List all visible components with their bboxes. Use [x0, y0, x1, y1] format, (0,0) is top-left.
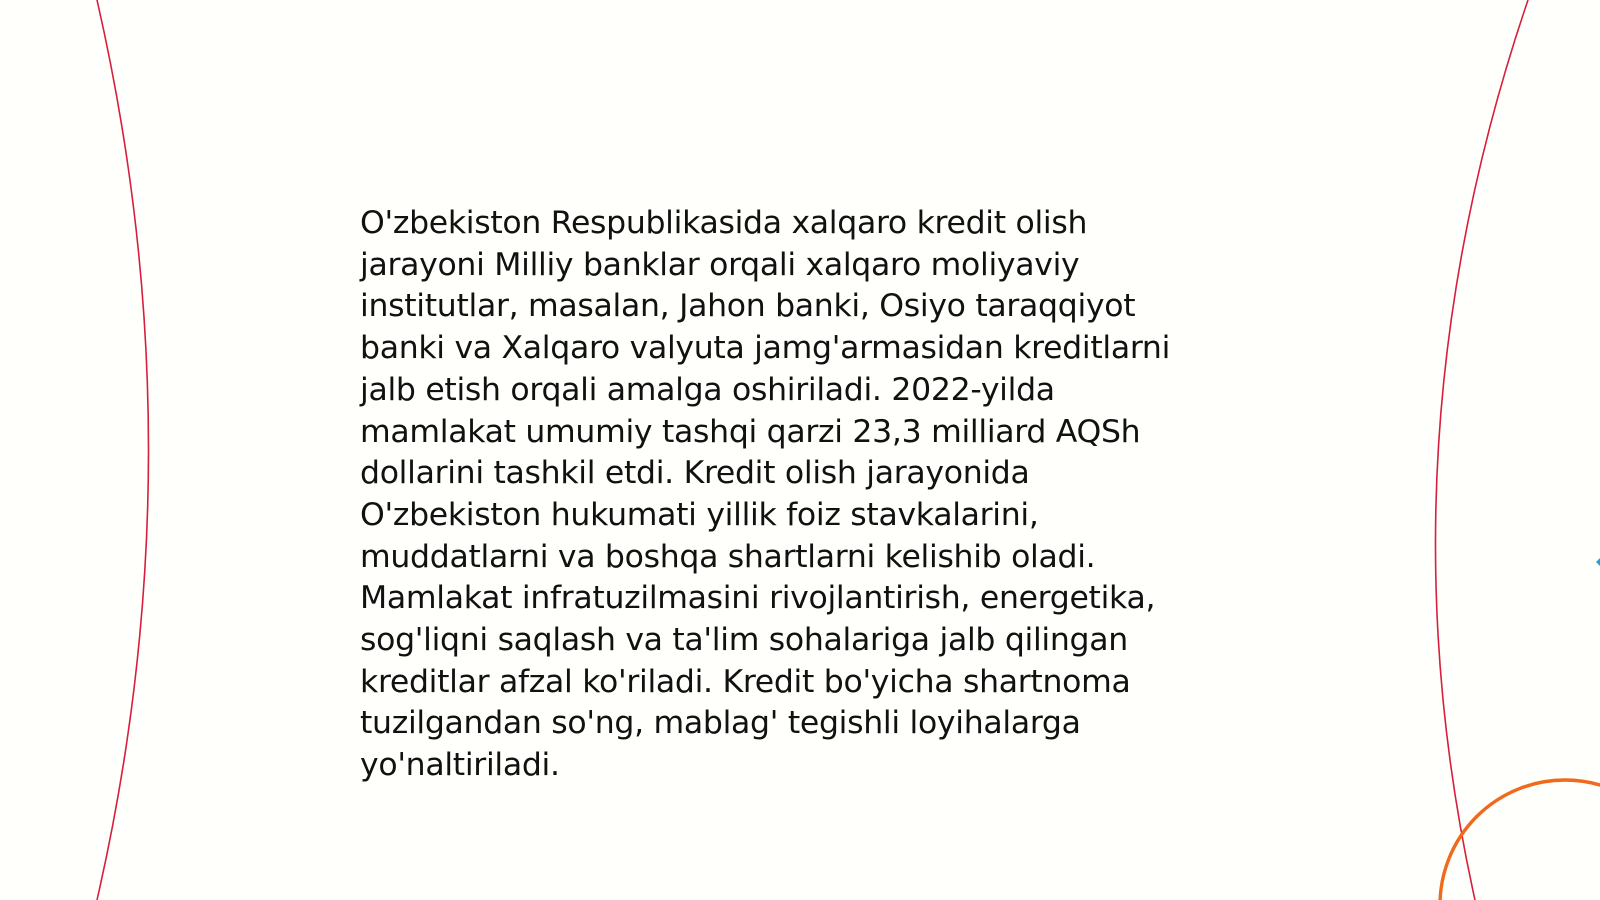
right-decorative-arc	[1435, 0, 1528, 900]
orange-decorative-circle	[1440, 780, 1600, 900]
left-decorative-arc	[97, 0, 149, 900]
teal-accent-mark	[1596, 558, 1600, 566]
slide-body-text: O'zbekiston Respublikasida xalqaro kredit olish jarayoni Milliy banklar orqali xalqaro moliyaviy institutlar, masalan, Jahon banki, Osiyo taraqqiyot banki va Xalqaro valyuta jamg'armasidan kreditlarni jalb etish orqali amalga oshiriladi. 2022-yilda mamlakat umumiy tashqi qarzi 23,3 milliard AQSh dollarini tashkil etdi. Kredit olish jarayonida O'zbekiston hukumati yillik foiz stavkalarini, muddatlarni va boshqa shartlarni kelishib oladi. Mamlakat infratuzilmasini rivojlantirish, energetika, sog'liqni saqlash va ta'lim sohalariga jalb qilingan kreditlar afzal ko'riladi. Kredit bo'yicha shartnoma tuzilgandan so'ng, mablag' tegishli loyihalarga yo'naltiriladi.	[360, 205, 1171, 784]
